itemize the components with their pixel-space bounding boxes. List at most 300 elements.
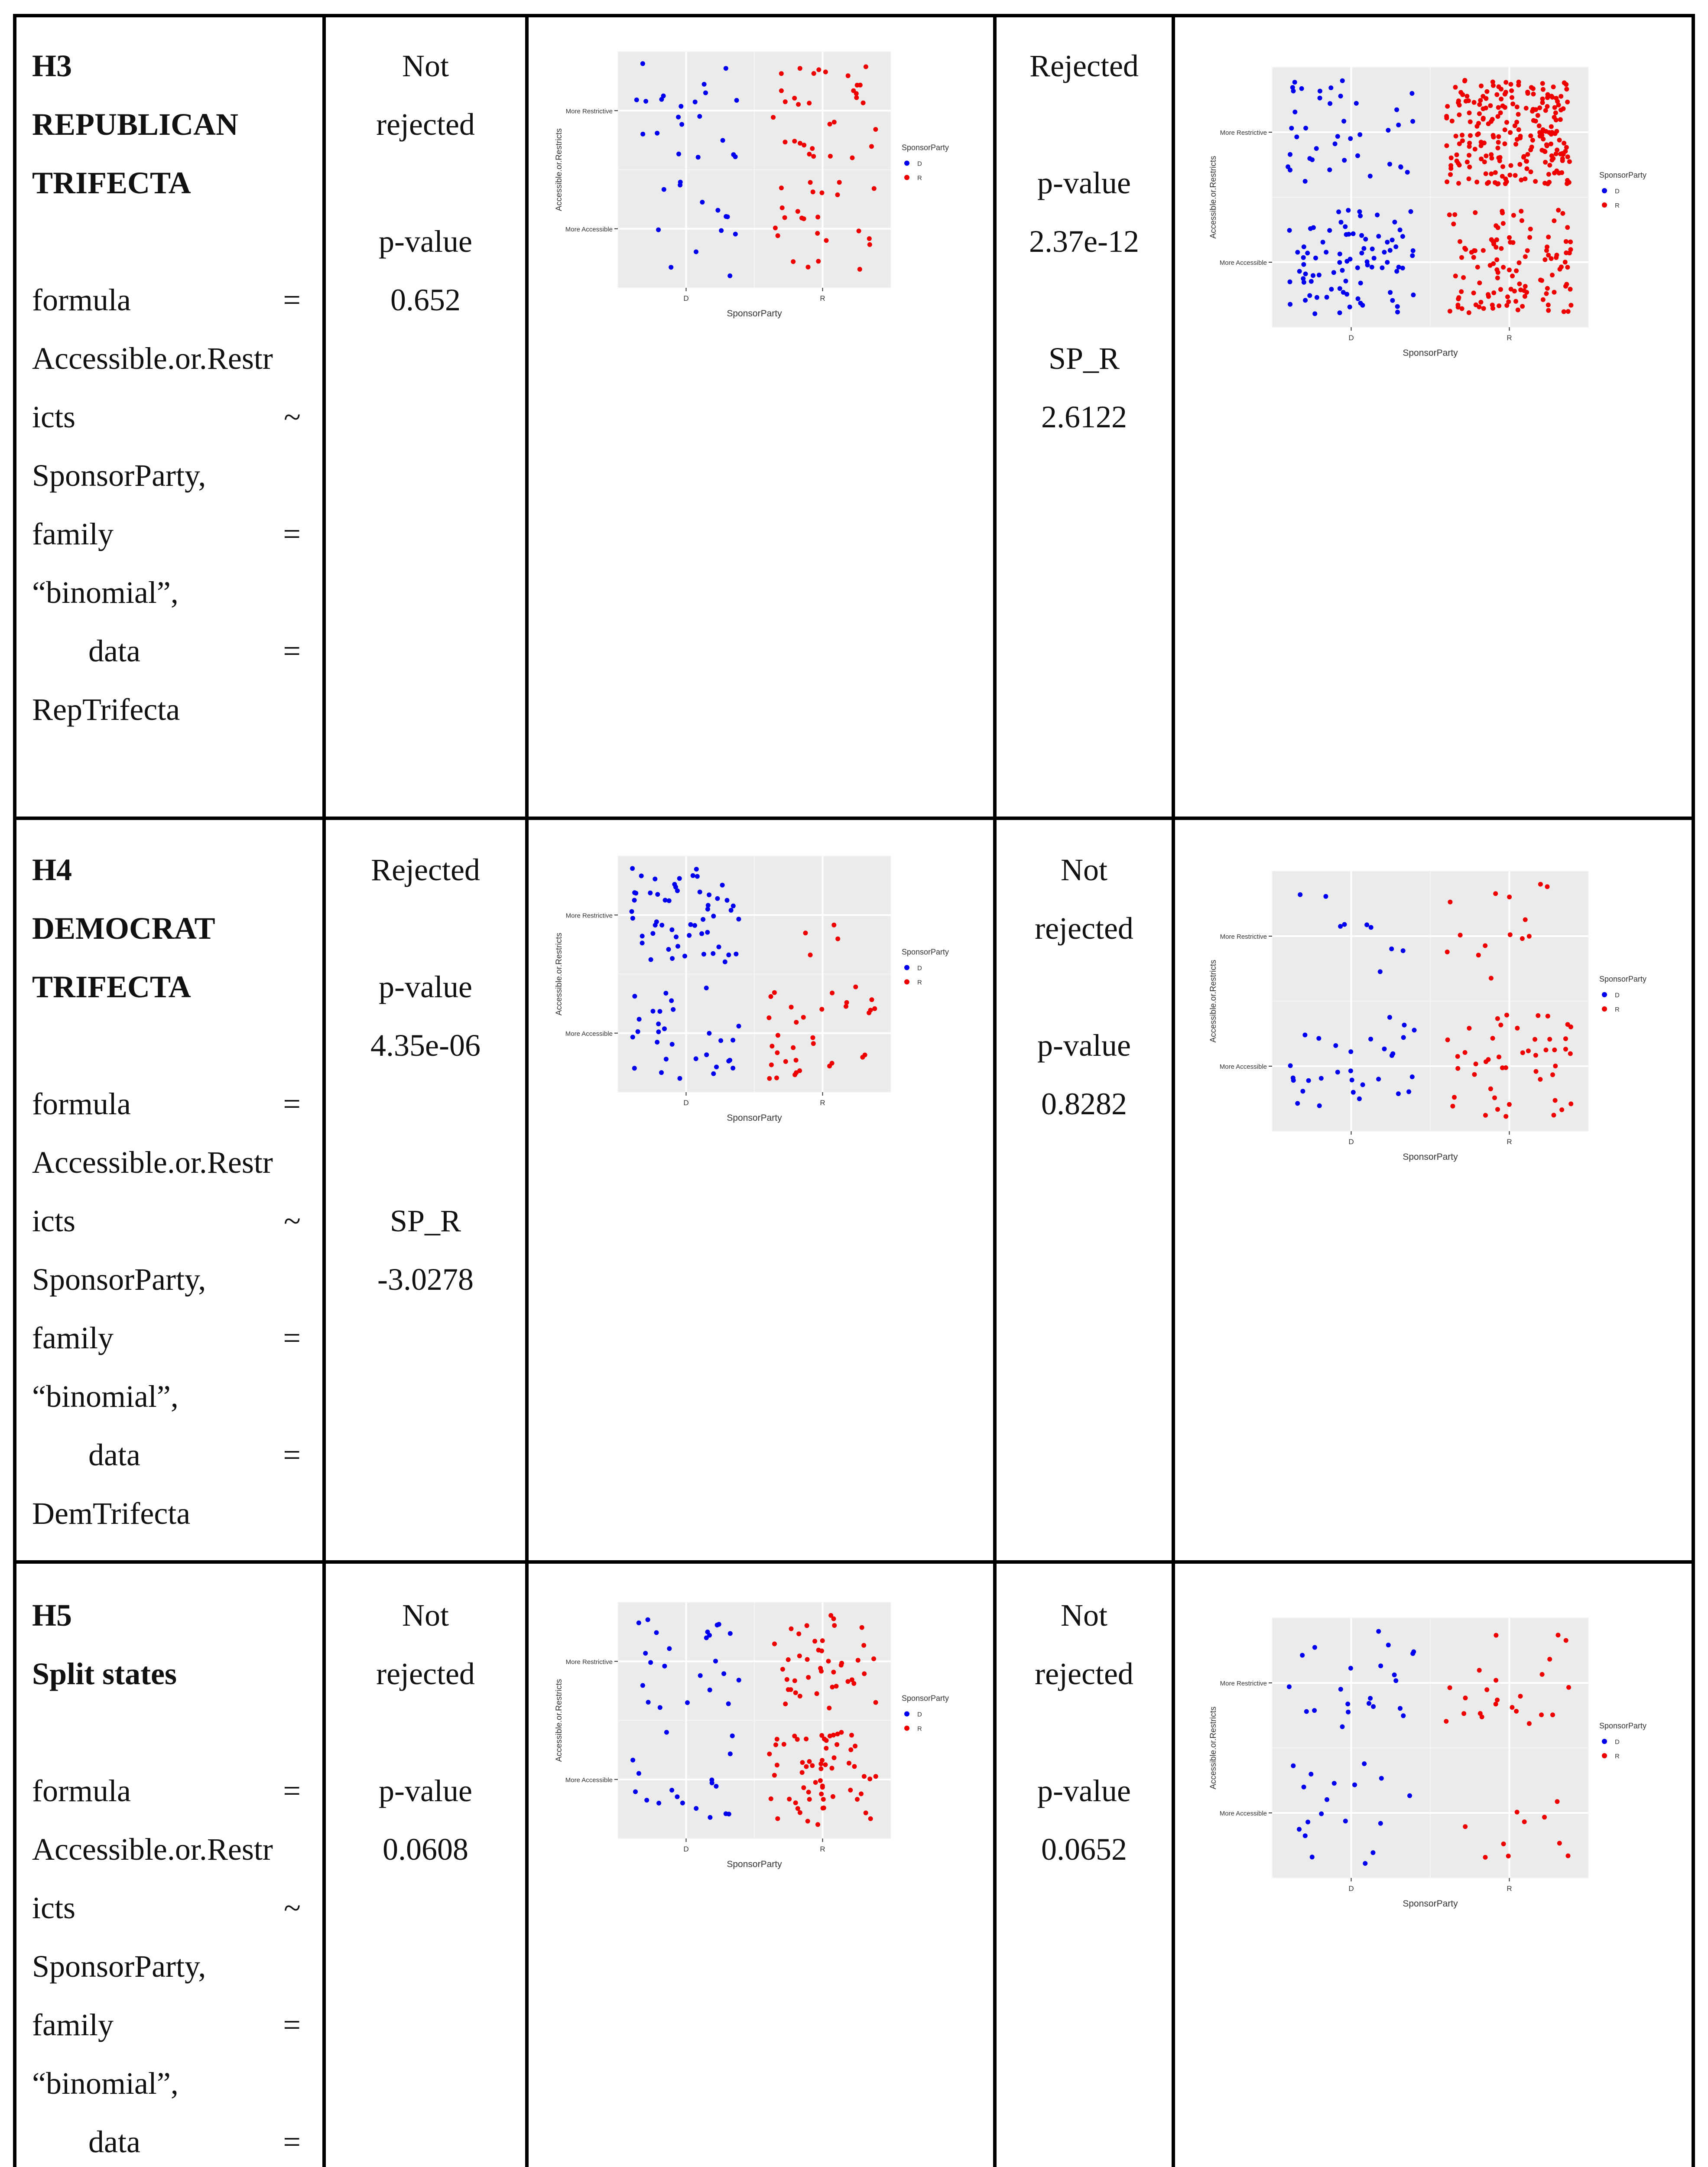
data-point	[1514, 1709, 1519, 1714]
data-point	[1546, 172, 1551, 177]
data-point	[1385, 240, 1390, 244]
data-point	[662, 1664, 667, 1669]
data-point	[1510, 1705, 1515, 1710]
data-point	[1564, 282, 1569, 286]
data-point	[1525, 248, 1530, 253]
data-point	[630, 916, 635, 921]
data-point	[724, 66, 728, 71]
data-point	[731, 152, 736, 157]
data-point	[1554, 117, 1559, 122]
formula-line: “binomial”,	[32, 2066, 179, 2101]
legend-label: R	[1615, 1006, 1620, 1013]
data-point	[704, 986, 709, 990]
data-point	[1365, 263, 1370, 267]
data-point	[815, 231, 820, 236]
data-point	[664, 1730, 669, 1735]
result-cell-h4-first	[324, 841, 527, 1309]
data-point	[636, 1029, 640, 1034]
result-cell-h4-second	[995, 841, 1173, 1133]
data-point	[864, 65, 868, 69]
data-point	[796, 102, 801, 107]
data-point	[1567, 159, 1572, 164]
data-point	[656, 1022, 661, 1026]
data-point	[1530, 138, 1535, 143]
data-point	[1368, 174, 1373, 179]
data-point	[737, 1024, 741, 1028]
data-point	[819, 1792, 824, 1796]
data-point	[1518, 1694, 1523, 1698]
data-point	[1396, 123, 1401, 127]
data-point	[807, 1797, 812, 1802]
data-point	[1483, 944, 1487, 948]
data-point	[708, 1815, 712, 1820]
data-point	[869, 144, 874, 149]
data-point	[1496, 134, 1501, 139]
data-point	[793, 1800, 798, 1805]
data-point	[656, 228, 661, 232]
data-point	[1551, 156, 1555, 161]
data-point	[1560, 211, 1565, 216]
data-point	[1457, 112, 1461, 117]
data-point	[1302, 1785, 1306, 1790]
data-point	[1346, 208, 1351, 213]
data-point	[854, 95, 859, 100]
data-point	[1390, 1051, 1395, 1056]
data-point	[796, 209, 800, 214]
data-point	[707, 892, 711, 897]
data-point	[1332, 1781, 1337, 1786]
data-point	[1337, 260, 1342, 265]
data-point	[676, 152, 681, 156]
data-point	[792, 1679, 797, 1683]
data-point	[1400, 266, 1405, 270]
data-point	[873, 1774, 878, 1779]
data-point	[1396, 1091, 1401, 1096]
data-point	[832, 1623, 837, 1628]
data-point	[1549, 132, 1554, 137]
data-point	[807, 152, 812, 156]
data-point	[794, 1020, 799, 1025]
data-point	[1303, 272, 1308, 277]
data-point	[695, 874, 700, 879]
data-point	[1357, 132, 1362, 137]
data-point	[1450, 1104, 1455, 1109]
data-point	[858, 83, 863, 88]
data-point	[772, 990, 777, 995]
data-point	[1503, 90, 1508, 94]
data-point	[1555, 1799, 1560, 1804]
data-point	[1480, 1715, 1484, 1719]
data-point	[694, 1056, 698, 1061]
data-point	[1547, 1037, 1552, 1041]
data-point	[1344, 279, 1348, 283]
data-point	[812, 1639, 817, 1643]
data-point	[1411, 293, 1416, 297]
data-point	[1512, 289, 1517, 293]
data-point	[832, 1755, 837, 1760]
data-point	[727, 1058, 732, 1063]
data-point	[1552, 1048, 1557, 1052]
x-axis-title: SponsorParty	[1403, 1152, 1458, 1162]
data-point	[1317, 1103, 1322, 1108]
data-point	[1544, 143, 1549, 147]
data-point	[775, 1816, 780, 1821]
data-point	[714, 1784, 718, 1789]
data-point	[1503, 105, 1507, 110]
data-point	[640, 132, 645, 137]
data-point	[1392, 1672, 1397, 1677]
data-point	[1304, 1709, 1309, 1714]
data-point	[1288, 152, 1292, 157]
data-point	[1498, 1023, 1503, 1028]
scatter-chart	[549, 49, 973, 327]
data-point	[1501, 1842, 1506, 1846]
data-point	[1312, 311, 1317, 316]
data-point	[779, 71, 784, 76]
data-point	[672, 882, 677, 887]
data-point	[1489, 976, 1494, 981]
data-point	[1333, 1043, 1338, 1048]
data-point	[1461, 1711, 1466, 1716]
data-point	[1295, 1101, 1300, 1106]
data-point	[691, 873, 695, 878]
data-point	[704, 1636, 709, 1640]
data-point	[1474, 1061, 1478, 1066]
result-cell-h5-second	[995, 1586, 1173, 1879]
data-point	[779, 88, 784, 93]
x-tick-label: R	[1507, 334, 1512, 342]
data-point	[849, 1733, 854, 1738]
formula-word: icts	[32, 400, 75, 434]
data-point	[1376, 1077, 1381, 1081]
data-point	[1500, 209, 1504, 214]
data-point	[873, 127, 878, 132]
data-point	[1378, 1663, 1383, 1668]
data-point	[704, 1052, 709, 1057]
data-point	[1385, 260, 1390, 265]
y-tick-label: More Accessible	[1219, 1810, 1267, 1817]
data-point	[771, 115, 776, 120]
data-point	[776, 233, 780, 238]
data-point	[1491, 261, 1496, 266]
data-point	[1346, 1710, 1351, 1715]
data-point	[1498, 287, 1503, 292]
data-point	[1351, 1090, 1356, 1095]
data-point	[1303, 1833, 1308, 1838]
data-point	[1294, 134, 1299, 139]
data-point	[1496, 105, 1501, 110]
data-point	[1321, 240, 1325, 244]
data-point	[1495, 1698, 1500, 1702]
data-point	[1323, 894, 1328, 899]
data-point	[1456, 100, 1461, 105]
data-point	[726, 1702, 731, 1706]
data-point	[1357, 209, 1362, 214]
pvalue: 0.652	[390, 283, 461, 317]
data-point	[1566, 1685, 1571, 1690]
data-point	[873, 1700, 878, 1705]
data-point	[1455, 1054, 1460, 1059]
data-point	[1378, 1821, 1383, 1826]
legend-key	[1602, 188, 1607, 193]
data-point	[1302, 244, 1306, 249]
data-point	[1316, 1036, 1321, 1041]
data-point	[1410, 119, 1415, 124]
data-point	[1344, 292, 1349, 296]
data-point	[1493, 170, 1498, 175]
formula-word: formula	[32, 1773, 131, 1808]
x-axis-title: SponsorParty	[727, 1859, 782, 1869]
data-point	[694, 250, 698, 254]
data-point	[717, 944, 721, 949]
data-point	[1393, 1678, 1398, 1683]
data-point	[830, 991, 835, 996]
data-point	[1546, 303, 1551, 307]
scatter-chart	[549, 1600, 973, 1877]
data-point	[810, 146, 815, 151]
data-point	[1409, 91, 1414, 96]
data-point	[819, 1007, 824, 1012]
x-tick-label: D	[683, 294, 689, 303]
data-point	[1506, 1854, 1511, 1858]
data-point	[1522, 1819, 1527, 1824]
data-point	[1500, 174, 1505, 179]
data-point	[1460, 133, 1464, 137]
data-point	[1462, 78, 1467, 83]
data-point	[1510, 273, 1515, 278]
y-tick-label: More Restrictive	[565, 912, 613, 920]
data-point	[666, 947, 671, 952]
legend-label: D	[1615, 188, 1620, 195]
y-tick-label: More Restrictive	[565, 1658, 613, 1666]
data-point	[1370, 265, 1374, 270]
data-point	[1309, 1772, 1313, 1777]
data-point	[1463, 1824, 1468, 1829]
data-point	[835, 937, 840, 941]
data-point	[831, 1670, 836, 1675]
data-point	[1515, 137, 1520, 142]
data-point	[808, 953, 813, 957]
data-point	[1507, 1102, 1512, 1107]
data-point	[1478, 98, 1483, 103]
data-point	[1460, 138, 1465, 143]
data-point	[830, 1766, 835, 1770]
data-point	[1540, 97, 1545, 101]
data-point	[653, 877, 657, 882]
hypothesis-cell-h5	[15, 1586, 324, 2167]
data-point	[736, 917, 741, 921]
pvalue-label: p-value	[379, 224, 472, 259]
data-point	[807, 101, 812, 105]
data-point	[1479, 84, 1484, 88]
data-point	[1537, 124, 1542, 128]
data-point	[1490, 80, 1495, 85]
pvalue-label: p-value	[379, 970, 472, 1004]
pvalue: 0.8282	[1041, 1087, 1127, 1121]
data-point	[1300, 1653, 1305, 1658]
data-point	[1509, 163, 1513, 168]
data-point	[1562, 141, 1566, 146]
x-tick-label: R	[1507, 1884, 1512, 1893]
data-point	[1448, 163, 1453, 168]
data-point	[659, 1070, 664, 1075]
data-point	[1564, 251, 1568, 255]
data-point	[1305, 1820, 1310, 1825]
x-axis-title: SponsorParty	[1403, 348, 1458, 358]
data-point	[1474, 303, 1478, 307]
data-point	[1500, 164, 1505, 169]
data-point	[811, 154, 816, 159]
data-point	[1451, 221, 1456, 226]
data-point	[1336, 209, 1341, 214]
data-point	[1533, 1037, 1537, 1042]
data-point	[775, 1763, 779, 1767]
data-point	[813, 1780, 818, 1785]
legend-title: SponsorParty	[902, 143, 949, 152]
data-point	[703, 91, 708, 95]
data-point	[1450, 119, 1455, 124]
data-point	[775, 1737, 779, 1741]
data-point	[819, 1649, 824, 1653]
legend-title: SponsorParty	[902, 1694, 949, 1703]
legend-label: D	[1615, 1738, 1620, 1746]
data-point	[815, 215, 820, 219]
data-point	[1445, 104, 1450, 109]
data-point	[1386, 128, 1390, 133]
data-point	[1398, 228, 1403, 232]
data-point	[1558, 152, 1563, 156]
data-point	[794, 1058, 799, 1063]
data-point	[815, 1822, 820, 1827]
data-point	[839, 1663, 844, 1668]
y-tick-label: More Accessible	[1219, 259, 1267, 267]
data-point	[718, 1038, 723, 1043]
data-point	[1517, 162, 1522, 167]
data-point	[1452, 212, 1457, 217]
y-tick-label: More Accessible	[565, 1030, 613, 1038]
chart-h3-b	[1194, 65, 1688, 360]
data-point	[1338, 252, 1342, 257]
data-point	[1563, 1047, 1568, 1051]
data-point	[1468, 133, 1473, 138]
data-point	[1553, 111, 1558, 115]
data-point	[1289, 126, 1294, 130]
data-point	[730, 1734, 735, 1738]
data-point	[724, 214, 728, 219]
data-point	[804, 1764, 809, 1769]
data-point	[1444, 1719, 1448, 1724]
data-point	[1335, 1070, 1340, 1074]
data-point	[1454, 134, 1458, 139]
data-point	[658, 1009, 662, 1014]
data-point	[1556, 208, 1561, 213]
data-point	[797, 1068, 802, 1073]
data-point	[1503, 1114, 1508, 1119]
data-point	[1545, 104, 1550, 109]
data-point	[1513, 142, 1518, 146]
hypothesis-title-line: DEMOCRAT	[32, 911, 215, 946]
data-point	[1550, 1072, 1555, 1077]
data-point	[811, 1035, 815, 1040]
hypothesis-title-line: TRIFECTA	[32, 166, 191, 200]
y-tick-label: More Restrictive	[1220, 933, 1267, 940]
data-point	[854, 91, 859, 96]
data-point	[1301, 255, 1306, 260]
data-point	[1475, 265, 1480, 270]
data-point	[1375, 213, 1380, 218]
data-point	[783, 1059, 788, 1064]
data-point	[1496, 225, 1500, 230]
data-point	[1547, 163, 1552, 168]
data-point	[729, 908, 734, 913]
data-point	[679, 104, 683, 109]
data-point	[1496, 156, 1501, 160]
data-point	[1382, 1047, 1387, 1051]
formula-word: family	[32, 2008, 114, 2042]
data-point	[1291, 1764, 1296, 1768]
legend-label: D	[917, 160, 922, 168]
data-point	[639, 874, 644, 879]
pvalue-label: p-value	[1037, 1773, 1131, 1808]
data-point	[630, 1035, 635, 1039]
data-point	[1484, 171, 1488, 176]
data-point	[1394, 107, 1399, 112]
data-point	[816, 259, 821, 264]
data-point	[1348, 1049, 1353, 1054]
y-axis-title: Accessible.or.Restricts	[555, 1679, 564, 1762]
data-point	[1407, 1793, 1412, 1798]
data-point	[1476, 121, 1481, 126]
data-point	[1390, 298, 1395, 303]
data-point	[701, 952, 706, 957]
x-tick-label: D	[683, 1099, 689, 1107]
data-point	[827, 1064, 832, 1068]
data-point	[1552, 218, 1556, 223]
data-point	[821, 1806, 825, 1811]
data-point	[1555, 148, 1559, 153]
data-point	[1477, 111, 1482, 116]
data-point	[1341, 119, 1346, 124]
data-point	[815, 1691, 819, 1696]
data-point	[1519, 209, 1523, 214]
data-point	[1310, 1855, 1315, 1859]
data-point	[773, 1742, 778, 1747]
data-point	[1491, 290, 1496, 295]
data-point	[828, 122, 832, 127]
data-point	[1467, 153, 1471, 158]
data-point	[1348, 136, 1353, 141]
data-point	[1526, 1048, 1531, 1053]
data-point	[835, 192, 840, 197]
data-point	[1483, 1855, 1488, 1860]
formula-word: icts	[32, 1204, 75, 1238]
data-point	[828, 1613, 833, 1618]
data-point	[805, 1657, 810, 1662]
y-tick-label: More Accessible	[1219, 1063, 1267, 1070]
data-point	[719, 228, 724, 233]
data-point	[674, 934, 679, 939]
data-point	[1565, 265, 1570, 270]
data-point	[1558, 117, 1563, 122]
data-point	[1550, 1712, 1555, 1717]
data-point	[1568, 303, 1573, 308]
data-point	[820, 1785, 825, 1790]
data-point	[791, 1045, 796, 1050]
data-point	[1546, 234, 1551, 239]
data-point	[1545, 884, 1550, 889]
data-point	[1501, 265, 1506, 270]
data-point	[800, 1770, 805, 1775]
